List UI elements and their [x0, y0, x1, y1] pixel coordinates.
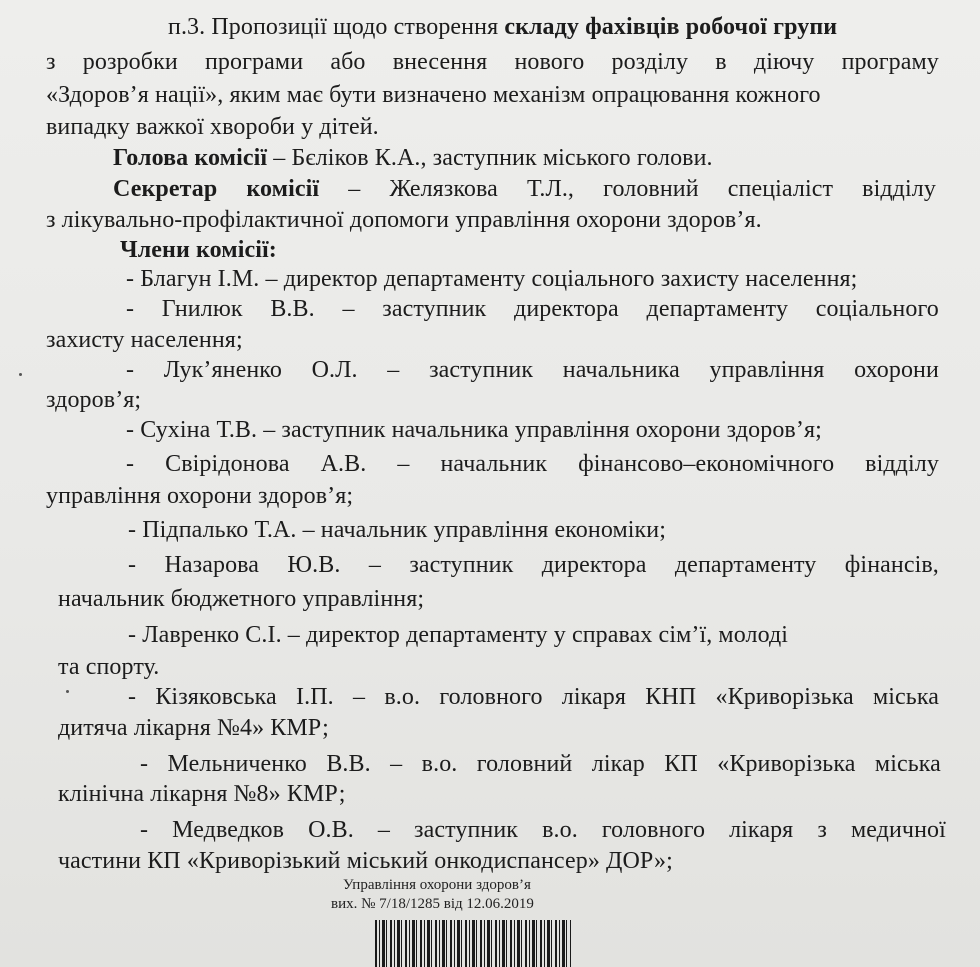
word: заступник: [429, 357, 534, 383]
member-6: - Підпалько Т.А. – начальник управління економіки;: [128, 517, 666, 543]
word: програму: [841, 49, 939, 75]
word: –: [368, 552, 381, 578]
intro-line-1: [168, 12, 837, 42]
word: Мельниченко: [167, 751, 307, 777]
intro-line-4: випадку важкої хвороби у дітей.: [46, 114, 379, 140]
word: -: [140, 751, 149, 777]
word: Гнилюк: [161, 296, 243, 322]
secretary-word: –: [348, 176, 361, 202]
member-2: [126, 294, 939, 324]
word: Кізяковська: [155, 684, 277, 710]
word: міська: [872, 684, 939, 710]
member-5: [126, 449, 939, 479]
word: департаменту: [674, 552, 817, 578]
speck: [66, 690, 69, 693]
intro-bold-text: складу фахівців робочої групи: [504, 14, 838, 40]
word: І.П.: [296, 684, 334, 710]
member-11: [140, 815, 946, 845]
word: «Криворізька: [715, 684, 854, 710]
secretary-word: спеціаліст: [727, 176, 834, 202]
word: в.о.: [384, 684, 421, 710]
member-3: [126, 355, 939, 385]
member-10: [140, 749, 941, 779]
word: управління: [709, 357, 825, 383]
word: лікаря: [561, 684, 627, 710]
secretary-word: головний: [603, 176, 699, 202]
secretary-label-1: Секретар: [113, 176, 218, 202]
word: відділу: [865, 451, 939, 477]
member-7-line-2: начальник бюджетного управління;: [58, 586, 425, 612]
word: внесення: [392, 49, 488, 75]
stamp-department: Управління охорони здоров’я: [343, 877, 531, 893]
word: О.Л.: [311, 357, 358, 383]
word: директора: [541, 552, 647, 578]
commission-head-text: – Бєліков К.А., заступник міського голови.: [267, 145, 713, 171]
member-4: - Сухіна Т.В. – заступник начальника управління охорони здоров’я;: [126, 417, 822, 443]
word: А.В.: [320, 451, 367, 477]
members-title: Члени комісії:: [120, 237, 277, 263]
word: головного: [439, 684, 543, 710]
word: начальник: [440, 451, 548, 477]
word: Назарова: [164, 552, 260, 578]
word: –: [342, 296, 355, 322]
word: соціального: [815, 296, 939, 322]
word: розробки: [82, 49, 178, 75]
word: –: [377, 817, 390, 843]
word: або: [330, 49, 366, 75]
word: -: [140, 817, 149, 843]
word: діючу: [753, 49, 815, 75]
word: головний: [476, 751, 573, 777]
member-2-line-2: захисту населення;: [46, 327, 243, 353]
member-10-line-2: клінічна лікарня №8» КМР;: [58, 781, 346, 807]
word: нового: [514, 49, 585, 75]
member-9-line-2: дитяча лікарня №4» КМР;: [58, 715, 329, 741]
word: Лук’яненко: [163, 357, 282, 383]
word: -: [126, 296, 135, 322]
word: -: [126, 357, 135, 383]
commission-head-label: Голова комісії: [113, 145, 268, 171]
secretary-word: відділу: [862, 176, 936, 202]
intro-line-2: [46, 47, 939, 77]
word: О.В.: [308, 817, 354, 843]
word: «Криворізька: [717, 751, 856, 777]
secretary-line-2: з лікувально-профілактичної допомоги управління охорони здоров’я.: [46, 207, 762, 233]
word: –: [387, 357, 400, 383]
word: -: [128, 552, 137, 578]
word: охорони: [854, 357, 939, 383]
word: В.В.: [270, 296, 315, 322]
word: -: [126, 451, 135, 477]
word: міська: [874, 751, 941, 777]
word: –: [353, 684, 366, 710]
word: директора: [514, 296, 619, 322]
secretary-word: Желязкова: [389, 176, 498, 202]
secretary-word: Т.Л.,: [526, 176, 575, 202]
word: начальника: [562, 357, 680, 383]
word: головного: [601, 817, 706, 843]
word: в: [715, 49, 727, 75]
word: з: [817, 817, 827, 843]
commission-head: [113, 143, 713, 173]
word: заступник: [382, 296, 487, 322]
word: лікаря: [729, 817, 794, 843]
word: КП: [664, 751, 698, 777]
member-3-line-2: здоров’я;: [46, 387, 142, 413]
word: Ю.В.: [287, 552, 341, 578]
word: В.В.: [326, 751, 371, 777]
word: Свірідонова: [165, 451, 290, 477]
member-8-line-2: та спорту.: [58, 654, 160, 680]
word: КНП: [645, 684, 697, 710]
member-7: [128, 550, 939, 580]
word: лікар: [591, 751, 645, 777]
word: медичної: [850, 817, 946, 843]
intro-line-3: «Здоров’я нації», яким має бути визначено механізм опрацювання кожного: [46, 82, 821, 108]
speck: [19, 373, 22, 376]
member-11-line-2: частини КП «Криворізький міський онкодиспансер» ДОР»;: [58, 848, 673, 874]
member-5-line-2: управління охорони здоров’я;: [46, 483, 354, 509]
word: заступник: [414, 817, 519, 843]
stamp-outgoing-number: вих. № 7/18/1285 від 12.06.2019: [331, 896, 534, 912]
member-1: - Благун І.М. – директор департаменту соціального захисту населення;: [126, 266, 858, 292]
word: –: [397, 451, 410, 477]
word: програми: [204, 49, 304, 75]
barcode: [375, 920, 571, 967]
word: фінансово–економічного: [578, 451, 835, 477]
word: в.о.: [421, 751, 458, 777]
word: заступник: [409, 552, 514, 578]
commission-secretary: [113, 174, 936, 204]
word: департаменту: [646, 296, 789, 322]
word: в.о.: [542, 817, 578, 843]
member-9: [128, 682, 939, 712]
word: фінансів,: [844, 552, 939, 578]
word: з: [46, 49, 56, 75]
word: Медведков: [172, 817, 285, 843]
member-8: - Лавренко С.І. – директор департаменту у справах сім’ї, молоді: [128, 622, 789, 648]
word: -: [128, 684, 137, 710]
word: розділу: [611, 49, 689, 75]
intro-text: п.3. Пропозиції щодо створення: [168, 14, 505, 40]
secretary-label-2: комісії: [246, 176, 320, 202]
word: –: [390, 751, 403, 777]
